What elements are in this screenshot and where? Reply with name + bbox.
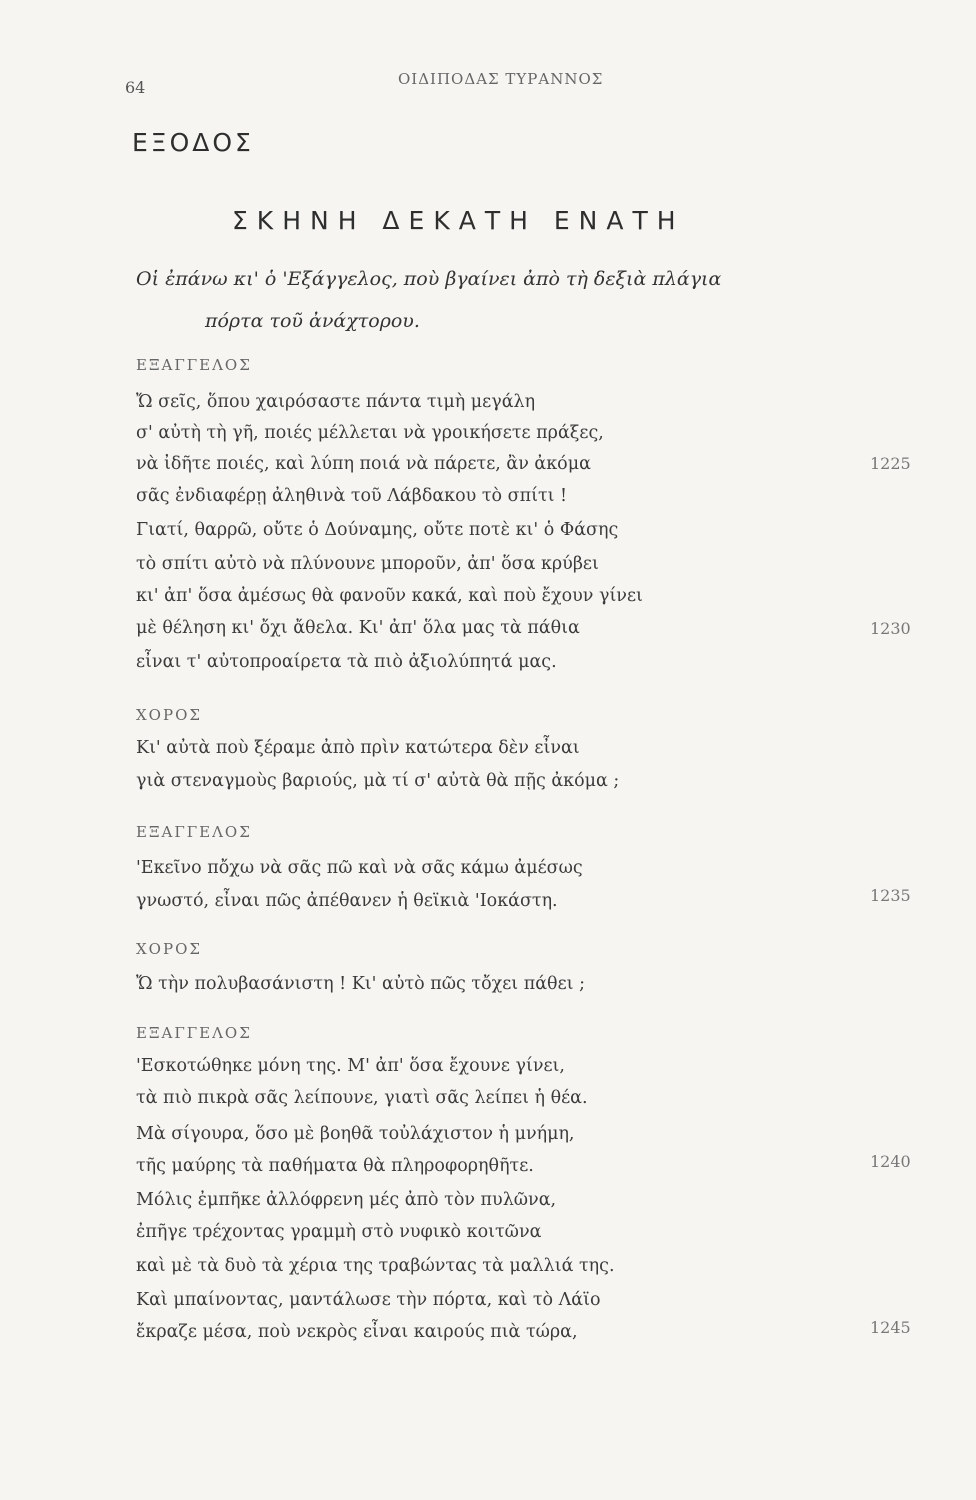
speaker-name: ΧΟΡΟΣ bbox=[136, 706, 202, 724]
verse-line: ἔκραζε μέσα, ποὺ νεκρὸς εἶναι καιρούς πιὰ τώρα, bbox=[136, 1322, 578, 1342]
verse-line: Ὤ σεῖς, ὅπου χαιρόσαστε πάντα τιμὴ μεγάλη bbox=[136, 392, 536, 412]
line-number: 1245 bbox=[870, 1318, 911, 1337]
speaker-name: ΧΟΡΟΣ bbox=[136, 940, 202, 958]
speaker-name: ΕΞΑΓΓΕΛΟΣ bbox=[136, 823, 252, 841]
page-number: 64 bbox=[125, 78, 146, 97]
verse-line: Ὤ τὴν πολυβασάνιστη ! Κι' αὐτὸ πῶς τὄχει πάθει ; bbox=[136, 974, 585, 994]
stage-direction-line-2: πόρτα τοῦ ἀνάχτορου. bbox=[205, 310, 420, 332]
stage-direction-line-1: Οἱ ἐπάνω κι' ὁ 'Εξάγγελος, ποὺ βγαίνει ἀπὸ τὴ δεξιὰ πλάγια bbox=[136, 268, 722, 290]
line-number: 1235 bbox=[870, 886, 911, 905]
line-number: 1230 bbox=[870, 619, 911, 638]
line-number: 1225 bbox=[870, 454, 911, 473]
verse-line: τὰ πιὸ πικρὰ σᾶς λείπουνε, γιατὶ σᾶς λείπει ἡ θέα. bbox=[136, 1088, 588, 1108]
verse-line: μὲ θέληση κι' ὄχι ἄθελα. Κι' ἀπ' ὅλα μας τὰ πάθια bbox=[136, 618, 580, 638]
verse-line: 'Εκεῖνο πὄχω νὰ σᾶς πῶ καὶ νὰ σᾶς κάμω ἀμέσως bbox=[136, 858, 583, 878]
verse-line: Κι' αὐτὰ ποὺ ξέραμε ἀπὸ πρὶν κατώτερα δὲν εἶναι bbox=[136, 738, 580, 758]
scene-title: ΣΚΗΝΗ ΔΕΚΑΤΗ ΕΝΑΤΗ bbox=[232, 206, 685, 235]
speaker-name: ΕΞΑΓΓΕΛΟΣ bbox=[136, 356, 252, 374]
verse-line: νὰ ἰδῆτε ποιές, καὶ λύπη ποιά νὰ πάρετε, ἂν ἀκόμα bbox=[136, 454, 591, 474]
verse-line: τὸ σπίτι αὐτὸ νὰ πλύνουνε μποροῦν, ἀπ' ὅσα κρύβει bbox=[136, 554, 599, 574]
speaker-name: ΕΞΑΓΓΕΛΟΣ bbox=[136, 1024, 252, 1042]
verse-line: ἐπῆγε τρέχοντας γραμμὴ στὸ νυφικὸ κοιτῶνα bbox=[136, 1222, 542, 1242]
verse-line: κι' ἀπ' ὅσα ἀμέσως θὰ φανοῦν κακά, καὶ ποὺ ἔχουν γίνει bbox=[136, 586, 643, 606]
line-number: 1240 bbox=[870, 1152, 911, 1171]
verse-line: τῆς μαύρης τὰ παθήματα θὰ πληροφορηθῆτε. bbox=[136, 1156, 534, 1176]
verse-line: σᾶς ἐνδιαφέρῃ ἀληθινὰ τοῦ Λάβδακου τὸ σπίτι ! bbox=[136, 486, 568, 506]
verse-line: Γιατί, θαρρῶ, οὔτε ὁ Δούναμης, οὔτε ποτὲ κι' ὁ Φάσης bbox=[136, 520, 619, 540]
verse-line: εἶναι τ' αὐτοπροαίρετα τὰ πιὸ ἀξιολύπητά μας. bbox=[136, 652, 557, 672]
section-title: ΕΞΟΔΟΣ bbox=[132, 128, 254, 157]
verse-line: γνωστό, εἶναι πῶς ἀπέθανεν ἡ θεϊκιὰ 'Ιοκάστη. bbox=[136, 891, 558, 911]
verse-line: καὶ μὲ τὰ δυὸ τὰ χέρια της τραβώντας τὰ μαλλιά της. bbox=[136, 1256, 615, 1276]
verse-line: Μὰ σίγουρα, ὅσο μὲ βοηθᾶ τοὐλάχιστον ἡ μνήμη, bbox=[136, 1124, 575, 1144]
verse-line: γιὰ στεναγμοὺς βαριούς, μὰ τί σ' αὐτὰ θὰ πῇς ἀκόμα ; bbox=[136, 771, 620, 791]
verse-line: σ' αὐτὴ τὴ γῆ, ποιές μέλλεται νὰ γροικήσετε πράξες, bbox=[136, 423, 604, 443]
running-head: ΟΙΔΙΠΟΔΑΣ ΤΥΡΑΝΝΟΣ bbox=[398, 70, 604, 88]
verse-line: 'Εσκοτώθηκε μόνη της. Μ' ἀπ' ὅσα ἔχουνε γίνει, bbox=[136, 1056, 565, 1076]
verse-line: Καὶ μπαίνοντας, μαντάλωσε τὴν πόρτα, καὶ τὸ Λάϊο bbox=[136, 1290, 601, 1310]
verse-line: Μόλις ἐμπῆκε ἀλλόφρενη μές ἀπὸ τὸν πυλῶνα, bbox=[136, 1190, 557, 1210]
